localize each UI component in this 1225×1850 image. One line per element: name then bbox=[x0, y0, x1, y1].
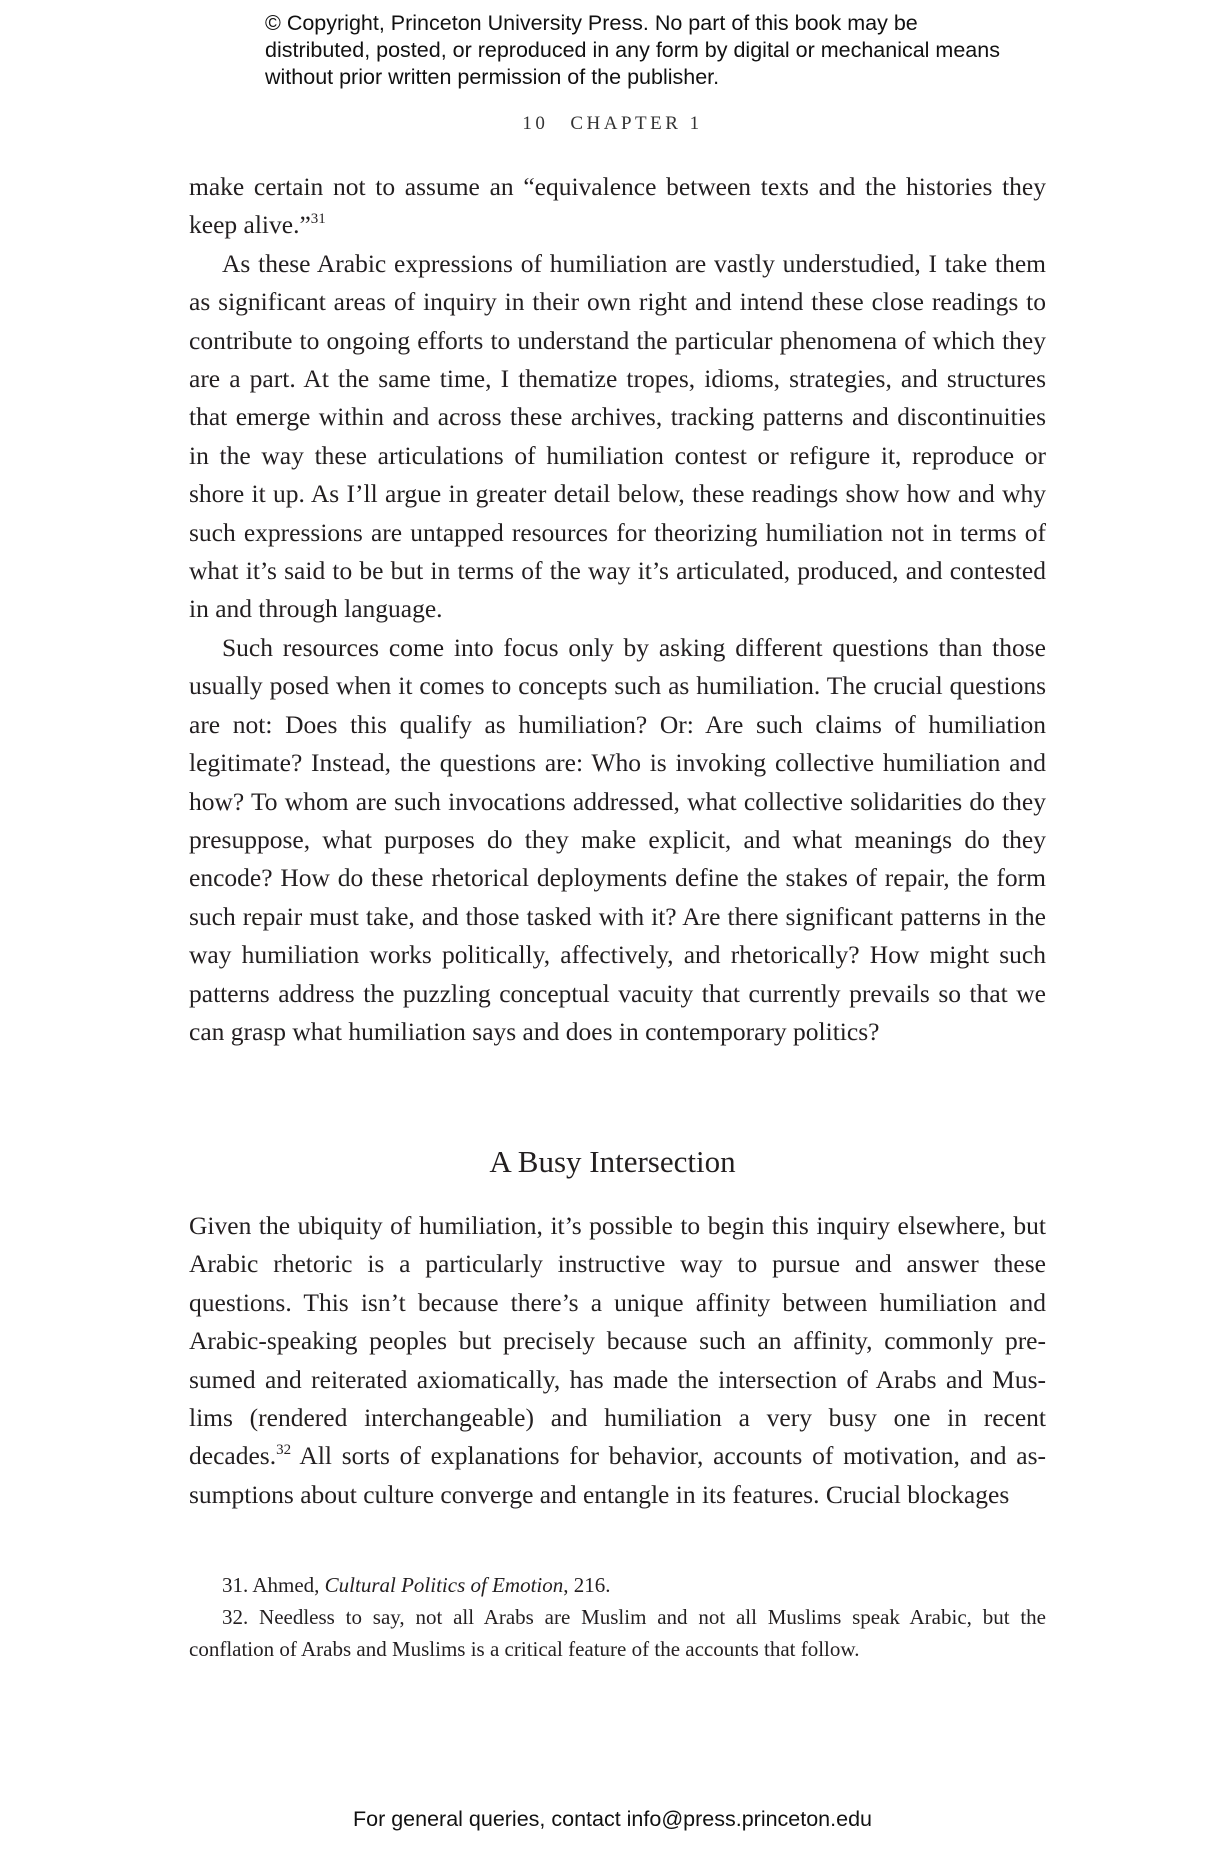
page-number: 10 bbox=[522, 113, 549, 134]
paragraph-1 bbox=[189, 168, 1046, 245]
section-paragraph-continuation: All sorts of explanations for behavior, accounts of motivation, and assumptions about culture converge and entangle in its features. Crucial blockages bbox=[189, 1441, 1046, 1509]
paragraph-2: As these Arabic expressions of humiliation are vastly understudied, I take them as significant areas of inquiry in their own right and intend these close readings to contribute to ongoing efforts to understand the particular phenomena of which they are a part. At the same time, I thematize tropes, idioms, strategies, and structures that emerge within and across these archives, tracking patterns and discontinuities in the way these articulations of humiliation contest or refigure it, reproduce or shore it up. As I’ll argue in greater detail below, these readings show how and why such expressions are untapped resources for theorizing humiliation not in terms of what it’s said to be but in terms of the way it’s articulated, produced, and contested in and through language. bbox=[189, 248, 1046, 624]
note-ref-32: 32 bbox=[276, 1442, 292, 1459]
footnotes bbox=[189, 1569, 1046, 1665]
section-paragraph bbox=[189, 1207, 1046, 1514]
running-head bbox=[0, 113, 1225, 135]
section-paragraph-text: Given the ubiquity of humiliation, it’s possible to begin this inquiry elsewhere, but Arabic rhetoric is a particularly instructive way to pursue and answer these questions. This isn’t because there’s a unique affinity between humiliation and Arabic-speaking peoples but precisely because such an affinity, commonly presumed and reiterated axiomatically, has made the intersection of Arabs and Muslims (rendered interchangeable) and humiliation a very busy one in recent decades. bbox=[189, 1211, 1046, 1471]
paragraph-3: Such resources come into focus only by asking different questions than those usually posed when it comes to concepts such as humiliation. The crucial questions are not: Does this qualify as humiliation? Or: Are such claims of humiliation legitimate? Instead, the questions are: Who is invoking collective humiliation and how? To whom are such invocations addressed, what collective solidarities do they presuppose, what purposes do they make explicit, and what meanings do they encode? How do these rhetorical deployments define the stakes of repair, the form such repair must take, and those tasked with it? Are there significant patterns in the way humiliation works politically, affectively, and rhetorically? How might such patterns address the puzzling conceptual vacuity that currently prevails so that we can grasp what humiliation says and does in contemporary politics? bbox=[189, 632, 1046, 1046]
section-body-block bbox=[189, 1207, 1046, 1514]
section-heading: A Busy Intersection bbox=[489, 1144, 736, 1179]
copyright-notice: © Copyright, Princeton University Press. No part of this book may be distributed, posted, or reproduced in any form by digital or mechanical means without prior written permission of the publisher. bbox=[265, 11, 1000, 89]
footnote-31-title: Cultural Politics of Emotion bbox=[324, 1573, 564, 1597]
footnote-31-suffix: , 216. bbox=[563, 1573, 611, 1597]
body-text-block bbox=[189, 168, 1046, 1051]
footnote-31-prefix: 31. Ahmed, bbox=[222, 1573, 325, 1597]
chapter-label: CHAPTER 1 bbox=[570, 113, 703, 134]
paragraph-1-text: make certain not to assume an “equivalence between texts and the histories they keep alive.” bbox=[189, 172, 1046, 240]
footnote-31 bbox=[189, 1569, 1046, 1601]
note-ref-31: 31 bbox=[310, 211, 326, 228]
footer-contact: For general queries, contact info@press.princeton.edu bbox=[352, 1807, 872, 1831]
footnote-32: 32. Needless to say, not all Arabs are Muslim and not all Muslims speak Arabic, but the conflation of Arabs and Muslims is a critical feature of the accounts that follow. bbox=[189, 1605, 1046, 1661]
